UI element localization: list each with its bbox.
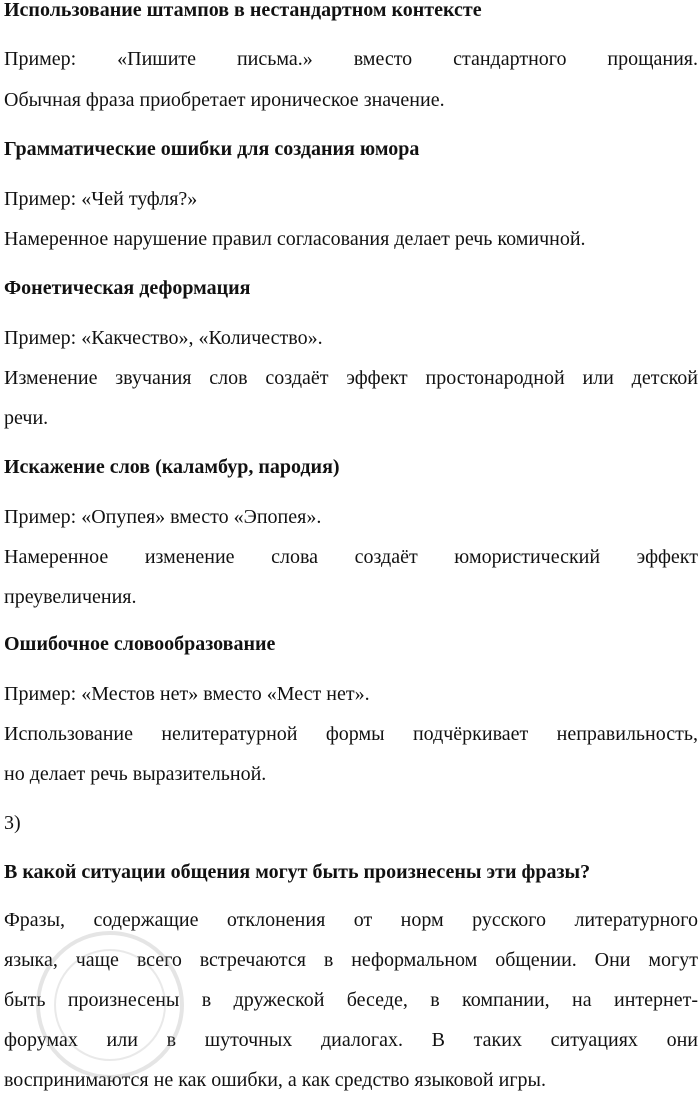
section-explanation: Намеренное нарушение правил согласования делает речь комичной. xyxy=(4,228,586,250)
section-explanation-line: Использование нелитературной формы подчёркивает неправильность, xyxy=(4,723,698,745)
section-example: Пример: «Опупея» вместо «Эпопея». xyxy=(4,506,322,528)
answer-line: языка, чаще всего встречаются в неформальном общении. Они могут xyxy=(4,949,698,971)
answer-line: воспринимаются не как ошибки, а как средство языковой игры. xyxy=(4,1069,546,1091)
section-example: Пример: «Чей туфля?» xyxy=(4,188,198,210)
section-explanation-line: речи. xyxy=(4,407,49,429)
section-example: Пример: «Местов нет» вместо «Мест нет». xyxy=(4,683,370,705)
section-explanation-line: но делает речь выразительной. xyxy=(4,763,267,785)
section-heading: Использование штампов в нестандартном контексте xyxy=(4,0,482,21)
section-explanation-line: Изменение звучания слов создаёт эффект простонародной или детской xyxy=(4,367,698,389)
section-heading: Ошибочное словообразование xyxy=(4,633,276,655)
question-heading: В какой ситуации общения могут быть произнесены эти фразы? xyxy=(4,861,591,883)
answer-line: Фразы, содержащие отклонения от норм русского литературного xyxy=(4,909,698,931)
section-example: Пример: «Какчество», «Количество». xyxy=(4,327,323,349)
section-heading: Искажение слов (каламбур, пародия) xyxy=(4,456,340,478)
item-number: 3) xyxy=(4,812,21,834)
section-heading: Фонетическая деформация xyxy=(4,277,251,299)
section-heading: Грамматические ошибки для создания юмора xyxy=(4,138,420,160)
section-1 xyxy=(4,0,482,25)
answer-line: форумах или в шуточных диалогах. В таких ситуациях они xyxy=(4,1029,698,1051)
section-explanation: Обычная фраза приобретает ироническое значение. xyxy=(4,89,445,111)
section-explanation-line: преувеличения. xyxy=(4,586,137,608)
section-explanation-line: Намеренное изменение слова создаёт юмористический эффект xyxy=(4,546,698,568)
answer-line: быть произнесены в дружеской беседе, в компании, на интернет- xyxy=(4,989,698,1011)
section-example: Пример: «Пишите письма.» вместо стандартного прощания. xyxy=(4,48,698,70)
